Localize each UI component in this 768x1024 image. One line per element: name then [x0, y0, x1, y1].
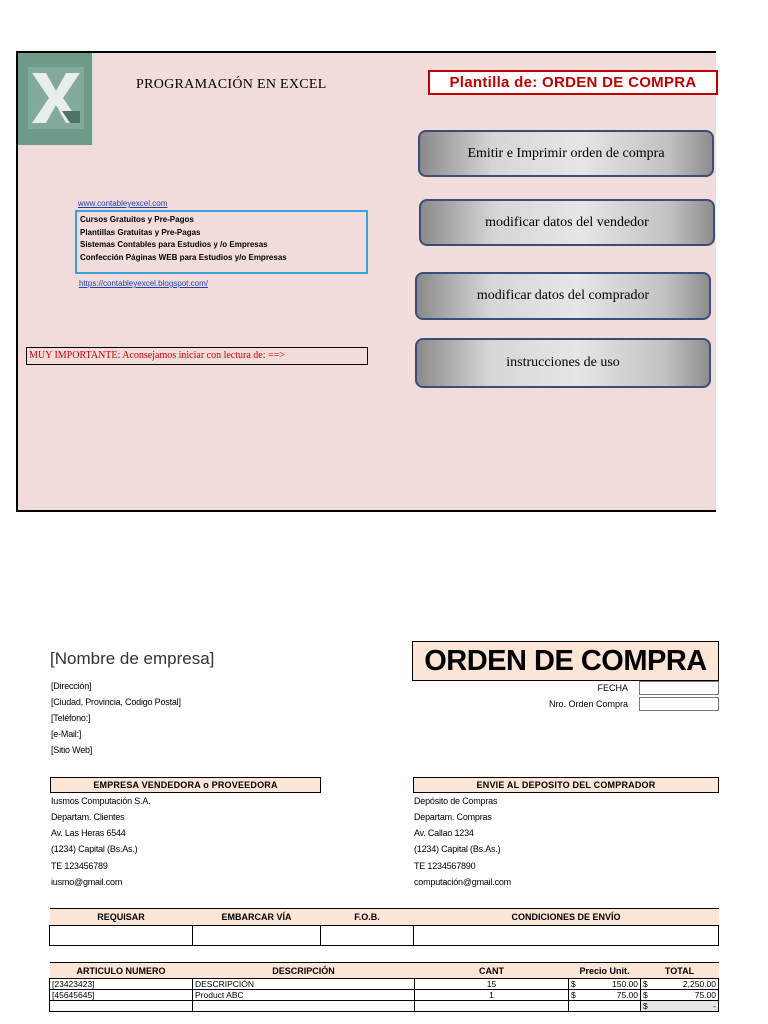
condiciones-cell[interactable]	[414, 926, 719, 946]
shipping-table	[49, 908, 719, 946]
buyer-line: Av. Callao 1234	[414, 828, 474, 838]
items-header-description: DESCRIPCIÓN	[193, 963, 415, 979]
course-item: Sistemas Contables para Estudios y /o Empresas	[80, 240, 268, 250]
course-item: Cursos Gratuitos y Pre-Pagos	[80, 215, 194, 224]
currency-symbol: $	[643, 979, 648, 989]
buyer-line: Depósito de Compras	[414, 796, 498, 806]
order-number-field[interactable]	[639, 697, 719, 711]
currency-symbol: $	[571, 990, 576, 1000]
buyer-line: TE 1234567890	[414, 861, 476, 871]
address-line: [Teléfono:]	[51, 713, 91, 723]
unit-price-cell[interactable]	[569, 1001, 641, 1012]
excel-logo	[18, 53, 94, 145]
req-header-embarcar: EMBARCAR VÍA	[193, 909, 321, 926]
items-header-qty: CANT	[415, 963, 569, 979]
excel-x-icon	[28, 67, 84, 129]
req-header-condiciones: CONDICIONES DE ENVÍO	[414, 909, 719, 926]
req-header-requisar: REQUISAR	[50, 909, 193, 926]
buyer-header: ENVIE AL DEPOSITO DEL COMPRADOR	[413, 777, 719, 793]
table-row	[50, 979, 719, 990]
description-cell[interactable]	[193, 1001, 415, 1012]
unit-price-value: 75.00	[616, 990, 638, 1000]
items-header-unit-price: Precio Unit.	[569, 963, 641, 979]
total-cell	[641, 1001, 719, 1012]
unit-price-cell[interactable]	[569, 979, 641, 990]
currency-symbol: $	[571, 979, 576, 989]
vendor-line: Av. Las Heras 6544	[51, 828, 126, 838]
currency-symbol: $	[643, 990, 648, 1000]
date-label: FECHA	[597, 683, 628, 693]
buyer-line: computación@gmail.com	[414, 877, 511, 887]
vendor-line: TE 123456789	[51, 861, 108, 871]
qty-cell[interactable]	[415, 1001, 569, 1012]
vendor-line: (1234) Capital (Bs.As.)	[51, 844, 138, 854]
instructions-button[interactable]: instrucciones de uso	[415, 338, 711, 388]
table-row	[50, 990, 719, 1001]
company-name: [Nombre de empresa]	[50, 649, 215, 668]
total-cell	[641, 979, 719, 990]
total-cell	[641, 990, 719, 1001]
article-cell[interactable]	[50, 1001, 193, 1012]
course-item: Plantillas Gratuitas y Pre-Pagas	[80, 227, 201, 237]
unit-price-value: 150.00	[612, 979, 638, 989]
courses-box	[75, 210, 368, 274]
header-panel	[16, 51, 716, 512]
emit-print-button[interactable]: Emitir e Imprimir orden de compra	[418, 130, 714, 177]
total-value: -	[713, 1001, 716, 1011]
article-cell[interactable]: [23423423]	[50, 979, 193, 990]
course-item: Confección Páginas WEB para Estudios y/o Empresas	[80, 252, 287, 262]
template-label: Plantilla de: ORDEN DE COMPRA	[428, 70, 718, 95]
currency-symbol: $	[643, 1001, 648, 1011]
description-cell[interactable]: DESCRIPCIÓN	[193, 979, 415, 990]
total-value: 75.00	[694, 990, 716, 1000]
buyer-line: (1234) Capital (Bs.As.)	[414, 844, 501, 854]
buyer-line: Departam. Compras	[414, 812, 492, 822]
req-header-fob: F.O.B.	[321, 909, 414, 926]
address-line: [Dirección]	[51, 681, 92, 691]
vendor-line: Departam. Clientes	[51, 812, 125, 822]
edit-seller-button[interactable]: modificar datos del vendedor	[419, 199, 715, 246]
vendor-line: Iusmos Computación S.A.	[51, 796, 151, 806]
article-cell[interactable]: [45645645]	[50, 990, 193, 1001]
document-title: ORDEN DE COMPRA	[412, 641, 719, 681]
total-value: 2,250.00	[682, 979, 716, 989]
address-line: [Ciudad, Provincia, Codigo Postal]	[51, 697, 181, 707]
order-number-label: Nro. Orden Compra	[548, 699, 628, 709]
fob-cell[interactable]	[321, 926, 414, 946]
unit-price-cell[interactable]	[569, 990, 641, 1001]
qty-cell[interactable]: 1	[415, 990, 569, 1001]
website-link[interactable]: www.contableyexcel.com	[78, 199, 168, 208]
vendor-line: iusmo@gmail.com	[51, 877, 123, 887]
qty-cell[interactable]: 15	[415, 979, 569, 990]
important-notice: MUY IMPORTANTE: Aconsejamos iniciar con lectura de: ==>	[26, 347, 368, 365]
address-line: [Sitio Web]	[51, 745, 93, 755]
requisar-cell[interactable]	[50, 926, 193, 946]
items-table	[49, 962, 719, 1012]
items-header-total: TOTAL	[641, 963, 719, 979]
embarcar-cell[interactable]	[193, 926, 321, 946]
vendor-header: EMPRESA VENDEDORA o PROVEEDORA	[50, 777, 321, 793]
address-line: [e-Mail:]	[51, 729, 82, 739]
description-cell[interactable]: Product ABC	[193, 990, 415, 1001]
blog-link[interactable]: https://contableyexcel.blogspot.com/	[79, 279, 208, 288]
program-title: PROGRAMACIÓN EN EXCEL	[136, 77, 327, 92]
date-field[interactable]	[639, 681, 719, 695]
edit-buyer-button[interactable]: modificar datos del comprador	[415, 272, 711, 320]
items-header-article: ARTICULO NUMERO	[50, 963, 193, 979]
table-row	[50, 1001, 719, 1012]
